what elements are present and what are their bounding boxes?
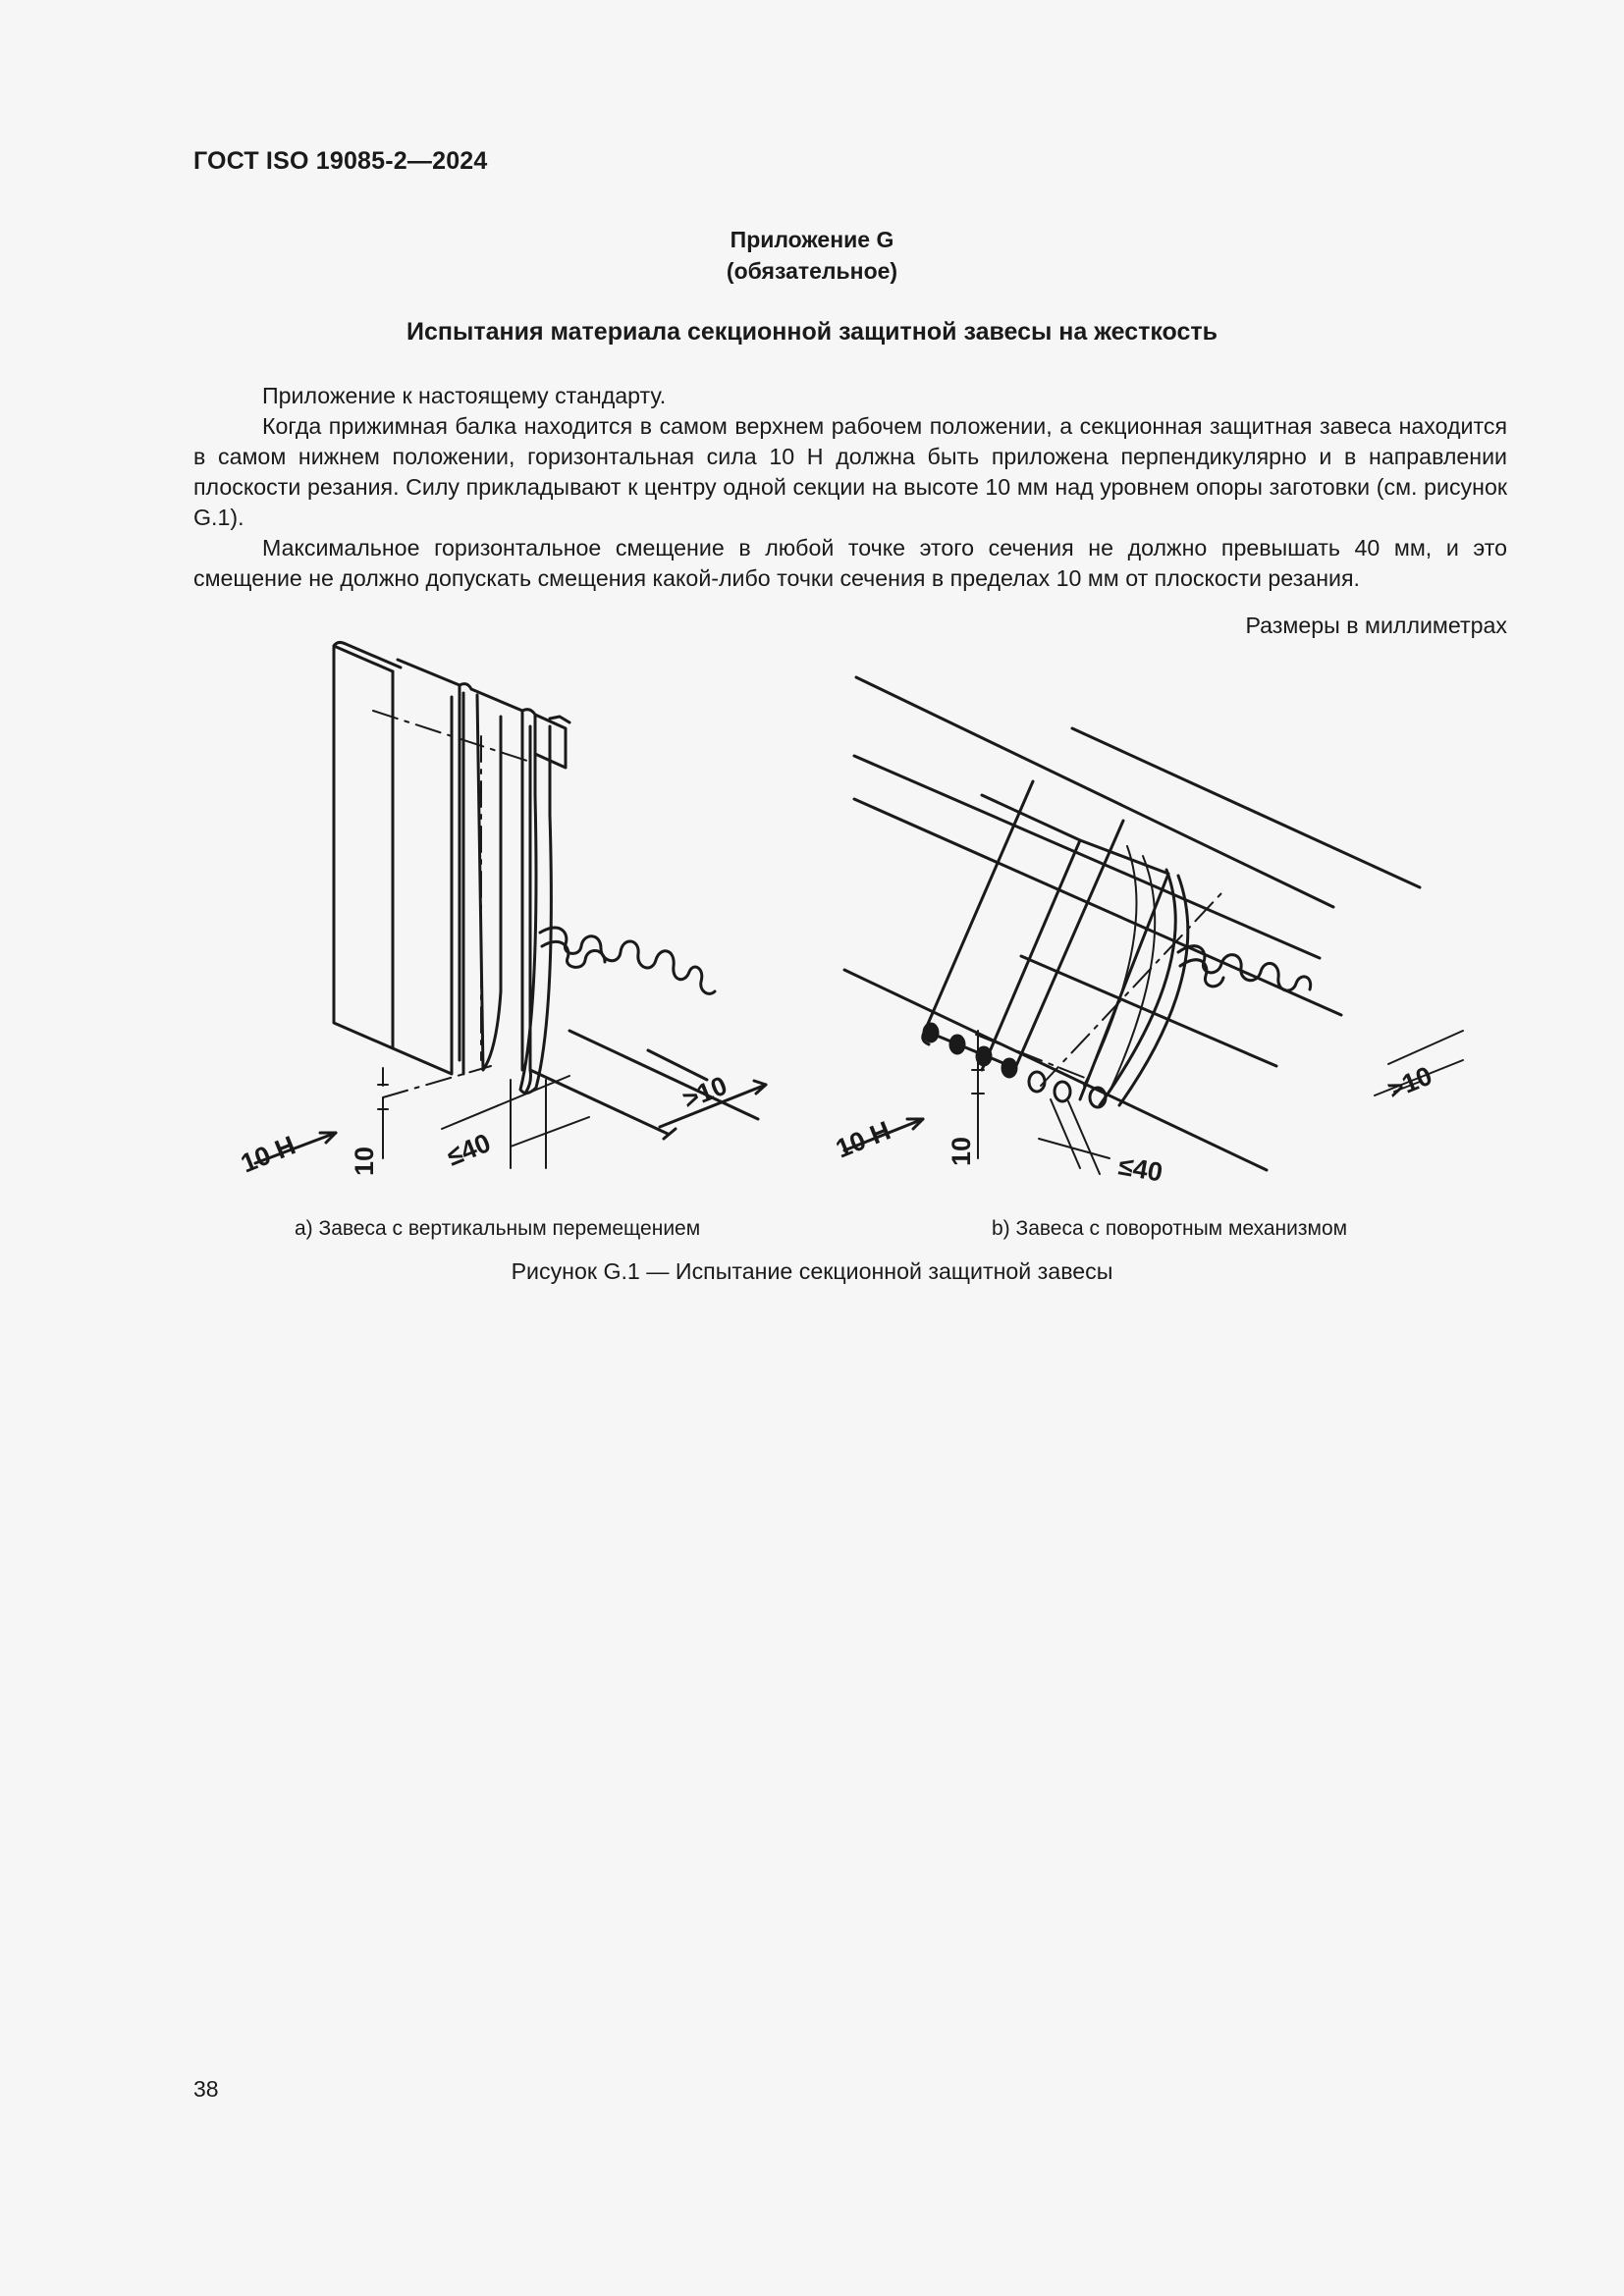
height-label-b: 10 (947, 1136, 976, 1166)
gap-label-a: >10 (678, 1070, 731, 1115)
back-plate (334, 646, 393, 1048)
figure-title: Рисунок G.1 — Испытание секционной защитной завесы (511, 1258, 1113, 1284)
annex-status: (обязательное) (726, 258, 898, 284)
annex-title: Приложение G (730, 227, 894, 252)
body-text (193, 381, 1507, 594)
paragraph: Приложение к настоящему стандарту. (262, 383, 667, 408)
annex-heading (0, 224, 1624, 287)
force-label-b: 10 H (832, 1115, 895, 1164)
caption-a: а) Завеса с вертикальным перемещением (295, 1217, 701, 1240)
figure-g1 (236, 638, 1512, 1198)
caption-b: b) Завеса с поворотным механизмом (992, 1217, 1348, 1240)
dimensions-note: Размеры в миллиметрах (1245, 613, 1507, 638)
section-title: Испытания материала секционной защитной завесы на жесткость (406, 318, 1218, 346)
document-header: ГОСТ ISO 19085-2—2024 (193, 147, 488, 175)
displacement-label-a: ≤40 (443, 1127, 495, 1172)
gap-label-b: >10 (1383, 1060, 1436, 1105)
force-label-a: 10 H (237, 1130, 300, 1179)
height-label-a: 10 (350, 1146, 379, 1176)
displacement-label-b: ≤40 (1115, 1150, 1165, 1188)
page-number: 38 (193, 2076, 219, 2102)
figure-b-drawing (844, 677, 1463, 1174)
paragraph: Максимальное горизонтальное смещение в любой точке этого сечения не должно превышать 40 мм, и это смещение не должно допускать смещения какой-либо точки сечения в пределах 10 мм от плоскости резания. (193, 535, 1507, 591)
paragraph: Когда прижимная балка находится в самом верхнем рабочем положении, а секционная защитная завеса находится в самом нижнем положении, горизонтальная сила 10 Н должна быть приложена перпендикулярно и в направлении плоскости резания. Силу прикладывают к центру одной секции на высоте 10 мм над уровнем опоры заготовки (см. рисунок G.1). (193, 413, 1507, 530)
